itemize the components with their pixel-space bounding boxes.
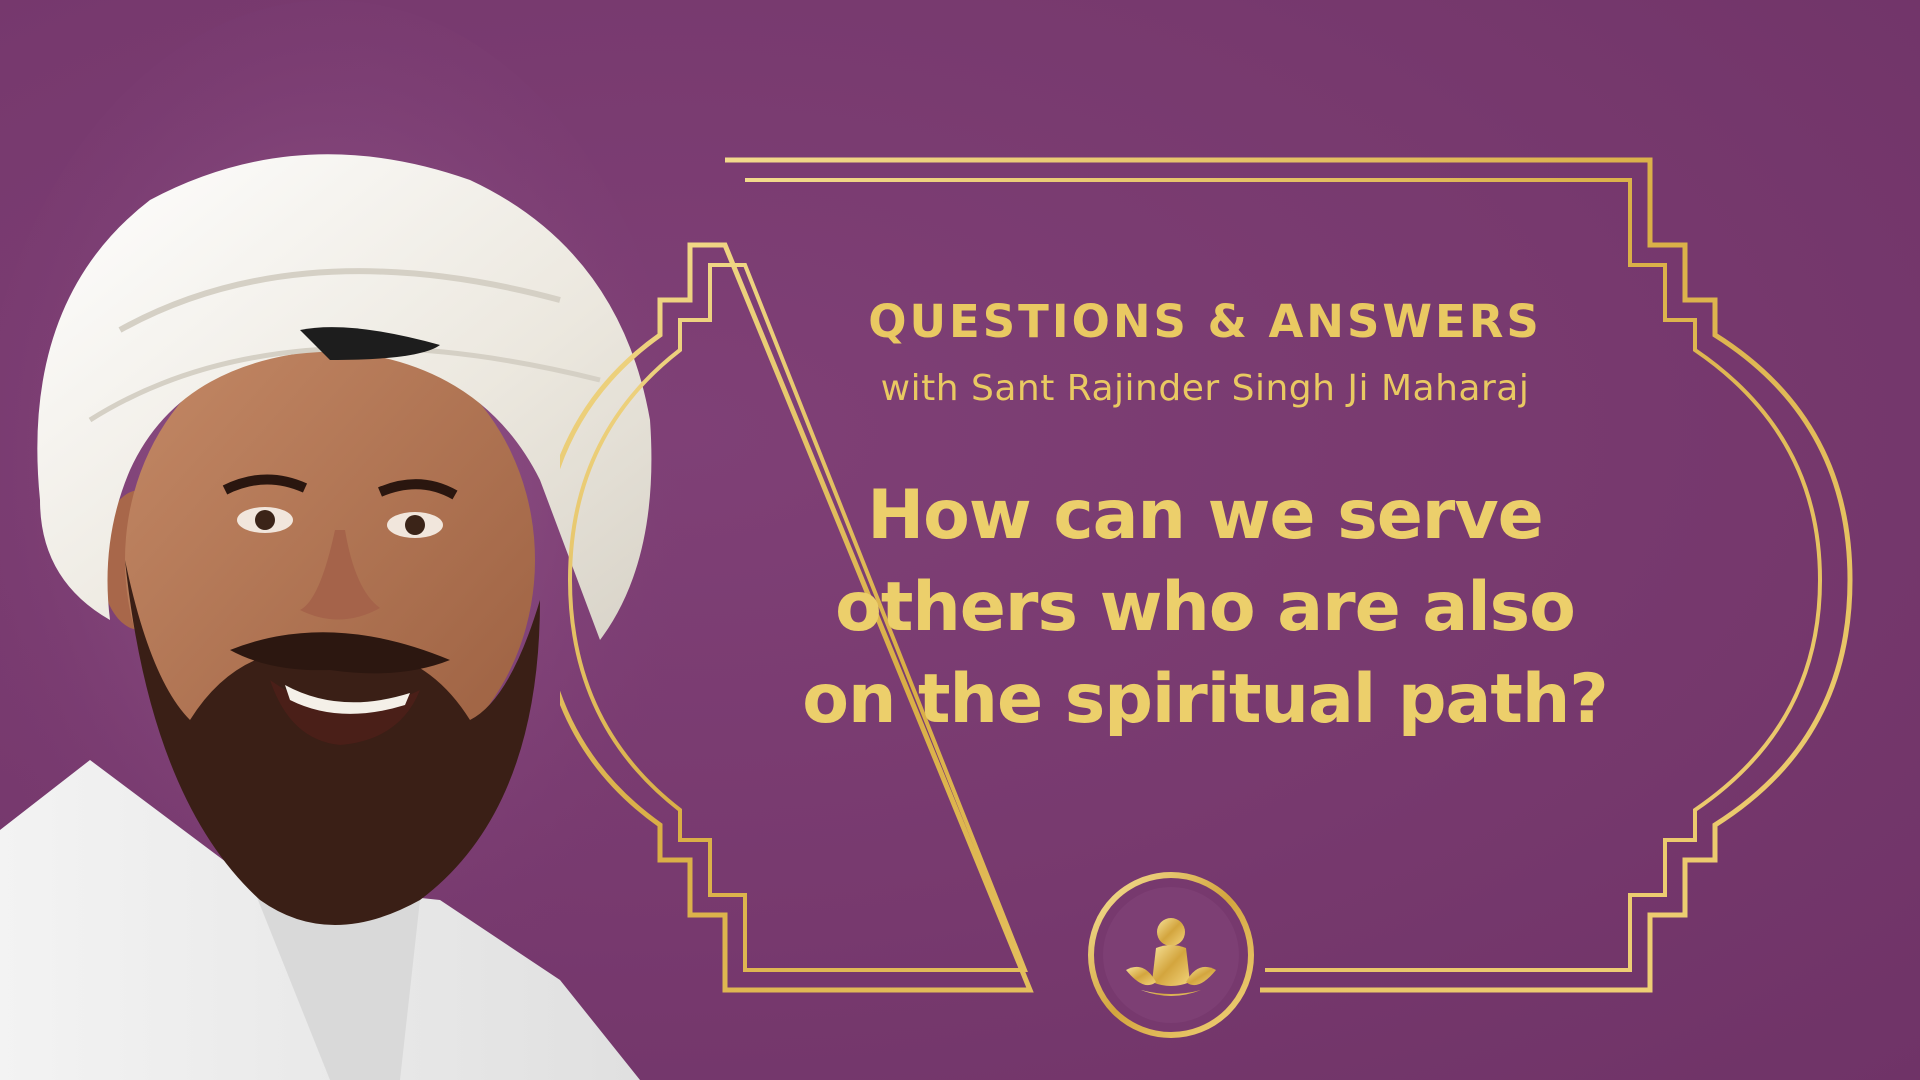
right-pupil — [405, 515, 425, 535]
question-line-1: How can we serve — [867, 476, 1543, 555]
figure-body-icon — [1152, 945, 1190, 986]
section-heading: QUESTIONS & ANSWERS — [868, 295, 1542, 348]
question-line-3: on the spiritual path? — [802, 660, 1608, 739]
left-pupil — [255, 510, 275, 530]
question-line-2: others who are also — [835, 568, 1575, 647]
figure-head-icon — [1157, 918, 1185, 946]
speaker-subheading: with Sant Rajinder Singh Ji Maharaj — [880, 368, 1530, 409]
meditating-figure-lotus-icon — [1086, 870, 1256, 1040]
